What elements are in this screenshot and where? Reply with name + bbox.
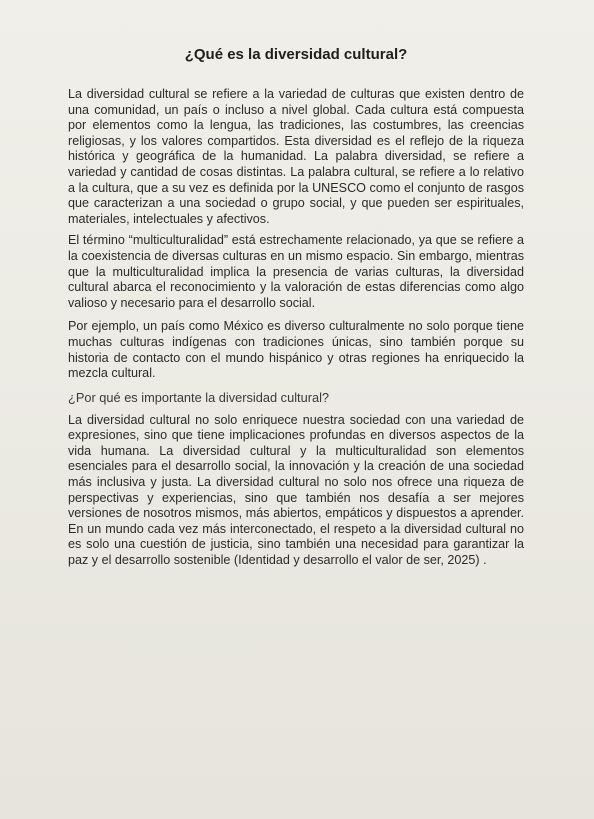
paragraph-definition: La diversidad cultural se refiere a la variedad de culturas que existen dentro de una comunidad, un país o incluso a nivel global. Cada cultura está compuesta por elementos como la lengua, las tradiciones, las costumbres, las creencias religiosas, y los valores compartidos. Esta diversidad es el reflejo de la riqueza histórica y geográfica de la humanidad. La palabra diversidad, se refiere a variedad y cantidad de cosas distintas. La palabra cultural, se refiere a lo relativo a la cultura, que a su vez es definida por la UNESCO como el conjunto de rasgos que caracterizan a una sociedad o grupo social, y que pueden ser espirituales, materiales, intelectuales y afectivos. (68, 87, 524, 226)
section-heading-importance: ¿Por qué es importante la diversidad cultural? (68, 389, 330, 405)
paragraph-multiculturalidad: El término “multiculturalidad” está estrechamente relacionado, ya que se refiere a la coexistencia de diversas culturas en un mismo espacio. Sin embargo, mientras que la multiculturalidad implica la presencia de varias culturas, la diversidad cultural abarca el reconocimiento y la valoración de estas diferencias como algo valioso y necesario para el desarrollo social. (68, 233, 524, 310)
page-title: ¿Qué es la diversidad cultural? (184, 46, 408, 63)
paragraph-example-mexico: Por ejemplo, un país como México es diverso culturalmente no solo porque tiene muchas culturas indígenas con tradiciones únicas, sino también porque su historia de contacto con el mundo hispánico y otras regiones ha enriquecido la mezcla cultural. (68, 319, 524, 381)
paragraph-importance: La diversidad cultural no solo enriquece nuestra sociedad con una variedad de expresiones, sino que tiene implicaciones profundas en diversos aspectos de la vida humana. La diversidad cultural y la multiculturalidad son elementos esenciales para el desarrollo social, la innovación y la creación de una sociedad más inclusiva y justa. La diversidad cultural no solo nos ofrece una riqueza de perspectivas y experiencias, sino que también nos desafía a ser mejores versiones de nosotros mismos, más abiertos, empáticos y dispuestos a aprender. En un mundo cada vez más interconectado, el respeto a la diversidad cultural no es solo una cuestión de justicia, sino también una necesidad para garantizar la paz y el desarrollo sostenible (Identidad y desarrollo el valor de ser, 2025) . (68, 412, 524, 568)
